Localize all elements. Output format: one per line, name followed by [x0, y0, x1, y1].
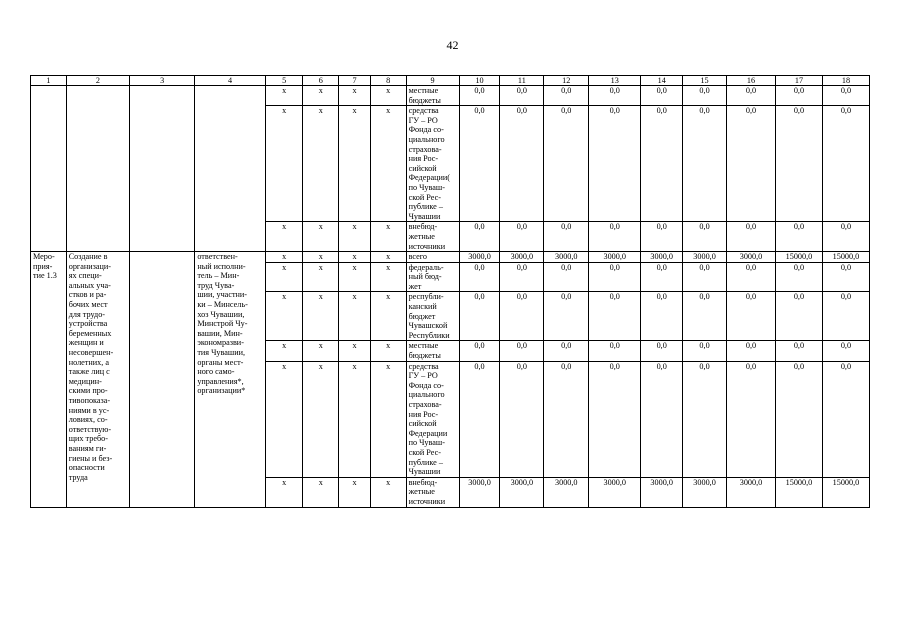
mark-cell: x [265, 252, 303, 263]
column-number: 6 [303, 76, 339, 86]
text-line: источники [408, 496, 446, 506]
value-cell: 0,0 [775, 361, 822, 477]
funding-source-cell [406, 477, 459, 507]
value-cell: 3000,0 [726, 252, 775, 263]
empty-cell [66, 86, 129, 252]
value-cell: 0,0 [775, 341, 822, 361]
mark-cell: x [370, 86, 406, 106]
text-line: Республики [408, 330, 450, 340]
value-cell: 0,0 [459, 106, 500, 222]
text-line: гиены и без- [68, 453, 113, 463]
text-line: внебюд- [408, 222, 438, 232]
mark-cell: x [265, 86, 303, 106]
mark-cell: x [370, 222, 406, 252]
text-line: республи- [408, 292, 444, 302]
value-cell: 0,0 [459, 361, 500, 477]
column-number: 3 [130, 76, 195, 86]
value-cell: 0,0 [726, 106, 775, 222]
value-cell: 0,0 [822, 106, 869, 222]
text-line: жет [408, 281, 422, 291]
value-cell: 0,0 [589, 86, 641, 106]
value-cell: 0,0 [500, 361, 544, 477]
text-line: Фонда со- [408, 380, 444, 390]
value-cell: 0,0 [726, 86, 775, 106]
text-line: Чувашии [408, 211, 441, 221]
mark-cell: x [339, 262, 371, 292]
value-cell: 0,0 [589, 361, 641, 477]
mark-cell: x [265, 222, 303, 252]
value-cell: 3000,0 [544, 477, 589, 507]
text-line: Фонда со- [408, 125, 444, 135]
text-line: устройства [68, 319, 108, 329]
text-line: организации* [197, 386, 246, 396]
text-line: местные [408, 86, 439, 95]
mark-cell: x [339, 222, 371, 252]
text-line: медицин- [68, 376, 102, 386]
text-line: бочих мест [68, 300, 108, 310]
text-line: Минстрой Чу- [197, 319, 248, 329]
column-number: 15 [683, 76, 727, 86]
text-line: по Чуваш- [408, 438, 445, 448]
column-number: 1 [31, 76, 67, 86]
program-table [30, 75, 870, 508]
value-cell: 0,0 [459, 222, 500, 252]
value-cell: 0,0 [641, 292, 683, 341]
text-line: по Чуваш- [408, 182, 445, 192]
text-line: федераль- [408, 262, 444, 272]
text-line: щих требо- [68, 434, 108, 444]
value-cell: 0,0 [683, 292, 727, 341]
activity-number-cell [31, 252, 67, 507]
column-number: 13 [589, 76, 641, 86]
value-cell: 0,0 [459, 86, 500, 106]
text-line: труда [68, 472, 88, 482]
funding-source-cell [406, 361, 459, 477]
text-line: также лиц с [68, 367, 110, 377]
value-cell: 3000,0 [459, 477, 500, 507]
text-line: нолетних, а [68, 357, 109, 367]
text-line: бюджеты [408, 95, 441, 105]
value-cell: 0,0 [589, 292, 641, 341]
mark-cell: x [370, 252, 406, 263]
value-cell: 0,0 [544, 222, 589, 252]
text-line: альных уча- [68, 280, 111, 290]
mark-cell: x [370, 262, 406, 292]
mark-cell: x [303, 106, 339, 222]
value-cell: 0,0 [500, 292, 544, 341]
text-line: ния Рос- [408, 409, 439, 419]
funding-source-cell [406, 106, 459, 222]
value-cell: 0,0 [683, 86, 727, 106]
column-number: 12 [544, 76, 589, 86]
text-line: ской Рес- [408, 192, 441, 202]
value-cell: 3000,0 [683, 252, 727, 263]
text-line: ГУ – РО [408, 371, 438, 381]
text-line: экономразви- [197, 338, 244, 348]
text-line: опасности [68, 463, 105, 473]
column-number: 11 [500, 76, 544, 86]
column-number: 5 [265, 76, 303, 86]
value-cell: 0,0 [822, 361, 869, 477]
value-cell: 0,0 [726, 222, 775, 252]
value-cell: 0,0 [726, 361, 775, 477]
value-cell: 0,0 [544, 86, 589, 106]
activity-description-cell [66, 252, 129, 507]
value-cell: 0,0 [641, 86, 683, 106]
text-line: организаци- [68, 261, 112, 271]
text-line: источники [408, 241, 446, 251]
value-cell: 0,0 [775, 86, 822, 106]
empty-cell [195, 86, 265, 252]
text-line: публике – [408, 457, 443, 467]
value-cell: 0,0 [500, 262, 544, 292]
value-cell: 0,0 [544, 262, 589, 292]
text-line: страхова- [408, 144, 442, 154]
value-cell: 0,0 [683, 262, 727, 292]
text-line: средства [408, 361, 439, 371]
mark-cell: x [303, 477, 339, 507]
table-row [31, 86, 870, 106]
text-line: скими про- [68, 386, 108, 396]
value-cell: 0,0 [459, 262, 500, 292]
text-line: страхова- [408, 400, 442, 409]
column-number: 9 [406, 76, 459, 86]
mark-cell: x [339, 477, 371, 507]
mark-cell: x [265, 477, 303, 507]
mark-cell: x [303, 222, 339, 252]
text-line: ГУ – РО [408, 115, 438, 125]
value-cell: 0,0 [589, 262, 641, 292]
value-cell: 0,0 [544, 106, 589, 222]
text-line: всего [408, 252, 427, 262]
text-line: бюджет [408, 311, 436, 321]
executor-cell [195, 252, 265, 507]
value-cell: 0,0 [544, 341, 589, 361]
mark-cell: x [370, 477, 406, 507]
text-line: ях специ- [68, 271, 102, 281]
mark-cell: x [265, 361, 303, 477]
value-cell: 0,0 [775, 106, 822, 222]
column-number: 10 [459, 76, 500, 86]
value-cell: 3000,0 [500, 252, 544, 263]
text-line: сийской [408, 419, 437, 429]
text-line: ловиях, со- [68, 415, 108, 425]
mark-cell: x [303, 252, 339, 263]
value-cell: 0,0 [683, 222, 727, 252]
value-cell: 3000,0 [641, 477, 683, 507]
value-cell: 0,0 [822, 222, 869, 252]
text-line: жетные [408, 231, 435, 241]
value-cell: 3000,0 [641, 252, 683, 263]
text-line: ного само- [197, 367, 235, 377]
text-line: сийской [408, 163, 437, 173]
text-line: труд Чува- [197, 280, 235, 290]
value-cell: 3000,0 [726, 477, 775, 507]
empty-cell [130, 252, 195, 507]
text-line: ный бюд- [408, 272, 442, 282]
text-line: ки – Минсель- [197, 300, 248, 310]
value-cell: 0,0 [822, 262, 869, 292]
mark-cell: x [370, 361, 406, 477]
text-line: ской Рес- [408, 447, 441, 457]
funding-source-cell [406, 222, 459, 252]
mark-cell: x [339, 292, 371, 341]
value-cell: 0,0 [500, 341, 544, 361]
text-line: стков и ра- [68, 290, 107, 300]
value-cell: 0,0 [641, 222, 683, 252]
text-line: беременных [68, 328, 112, 338]
value-cell: 3000,0 [589, 252, 641, 263]
text-line: ответствен- [197, 252, 238, 262]
text-line: местные [408, 341, 439, 351]
value-cell: 0,0 [683, 106, 727, 222]
text-line: ответствую- [68, 424, 112, 434]
column-number: 4 [195, 76, 265, 86]
funding-source-cell [406, 292, 459, 341]
column-number: 16 [726, 76, 775, 86]
value-cell: 0,0 [726, 262, 775, 292]
value-cell: 3000,0 [544, 252, 589, 263]
mark-cell: x [265, 292, 303, 341]
text-line: Федерации [408, 428, 448, 438]
mark-cell: x [370, 292, 406, 341]
empty-cell [130, 86, 195, 252]
value-cell: 0,0 [641, 361, 683, 477]
mark-cell: x [339, 252, 371, 263]
column-number: 2 [66, 76, 129, 86]
value-cell: 15000,0 [775, 477, 822, 507]
funding-source-cell [406, 341, 459, 361]
value-cell: 0,0 [683, 361, 727, 477]
value-cell: 0,0 [822, 86, 869, 106]
text-line: Меро- [33, 252, 55, 262]
mark-cell: x [370, 341, 406, 361]
text-line: канский [408, 302, 437, 312]
mark-cell: x [370, 106, 406, 222]
text-line: прия- [33, 261, 53, 271]
empty-cell [31, 86, 67, 252]
mark-cell: x [339, 106, 371, 222]
value-cell: 15000,0 [822, 477, 869, 507]
value-cell: 0,0 [822, 292, 869, 341]
mark-cell: x [265, 262, 303, 292]
text-line: циального [408, 134, 445, 144]
text-line: ния Рос- [408, 154, 439, 164]
mark-cell: x [303, 86, 339, 106]
text-line: ный исполни- [197, 261, 246, 271]
mark-cell: x [303, 262, 339, 292]
column-number: 7 [339, 76, 371, 86]
value-cell: 0,0 [459, 292, 500, 341]
column-number: 14 [641, 76, 683, 86]
column-number: 8 [370, 76, 406, 86]
header-row [31, 76, 870, 86]
table-row [31, 252, 870, 263]
value-cell: 0,0 [775, 262, 822, 292]
page-number: 42 [446, 38, 459, 52]
mark-cell: x [265, 341, 303, 361]
value-cell: 3000,0 [459, 252, 500, 263]
value-cell: 0,0 [459, 341, 500, 361]
value-cell: 0,0 [544, 292, 589, 341]
mark-cell: x [303, 292, 339, 341]
value-cell: 0,0 [726, 341, 775, 361]
text-line: Чувашии [408, 467, 441, 477]
mark-cell: x [303, 341, 339, 361]
value-cell: 0,0 [775, 222, 822, 252]
text-line: средства [408, 106, 439, 116]
value-cell: 0,0 [589, 222, 641, 252]
text-line: тие 1.3 [33, 271, 57, 281]
value-cell: 0,0 [589, 106, 641, 222]
text-line: управления*, [197, 376, 244, 386]
text-line: тия Чувашии, [197, 348, 246, 358]
value-cell: 0,0 [775, 292, 822, 341]
mark-cell: x [303, 361, 339, 477]
value-cell: 15000,0 [775, 252, 822, 263]
value-cell: 0,0 [726, 292, 775, 341]
funding-source-cell [406, 252, 459, 263]
text-line: для трудо- [68, 309, 106, 319]
value-cell: 0,0 [683, 341, 727, 361]
value-cell: 0,0 [500, 86, 544, 106]
text-line: ниями в ус- [68, 405, 110, 415]
text-line: жетные [408, 487, 435, 497]
value-cell: 0,0 [589, 341, 641, 361]
value-cell: 0,0 [544, 361, 589, 477]
value-cell: 3000,0 [683, 477, 727, 507]
text-line: ваниям ги- [68, 443, 107, 453]
value-cell: 0,0 [641, 106, 683, 222]
value-cell: 0,0 [822, 341, 869, 361]
text-line: вашии, Мин- [197, 328, 243, 338]
mark-cell: x [339, 341, 371, 361]
text-line: циального [408, 390, 445, 400]
mark-cell: x [265, 106, 303, 222]
value-cell: 0,0 [641, 341, 683, 361]
text-line: тивопоказа- [68, 396, 111, 405]
text-line: бюджеты [408, 351, 441, 361]
text-line: женщин и [68, 338, 104, 348]
value-cell: 0,0 [641, 262, 683, 292]
text-line: Федерации( [408, 173, 450, 183]
value-cell: 0,0 [500, 222, 544, 252]
column-number: 18 [822, 76, 869, 86]
text-line: хоз Чувашии, [197, 309, 245, 319]
text-line: Чувашской [408, 321, 448, 331]
mark-cell: x [339, 361, 371, 477]
text-line: шии, участни- [197, 290, 248, 300]
mark-cell: x [339, 86, 371, 106]
value-cell: 3000,0 [500, 477, 544, 507]
funding-source-cell [406, 262, 459, 292]
funding-source-cell [406, 86, 459, 106]
column-number: 17 [775, 76, 822, 86]
value-cell: 0,0 [500, 106, 544, 222]
text-line: внебюд- [408, 477, 438, 487]
text-line: несовершен- [68, 348, 114, 358]
text-line: публике – [408, 202, 443, 212]
text-line: органы мест- [197, 357, 244, 367]
value-cell: 15000,0 [822, 252, 869, 263]
value-cell: 3000,0 [589, 477, 641, 507]
text-line: тель – Мин- [197, 271, 240, 281]
text-line: Создание в [68, 252, 108, 262]
